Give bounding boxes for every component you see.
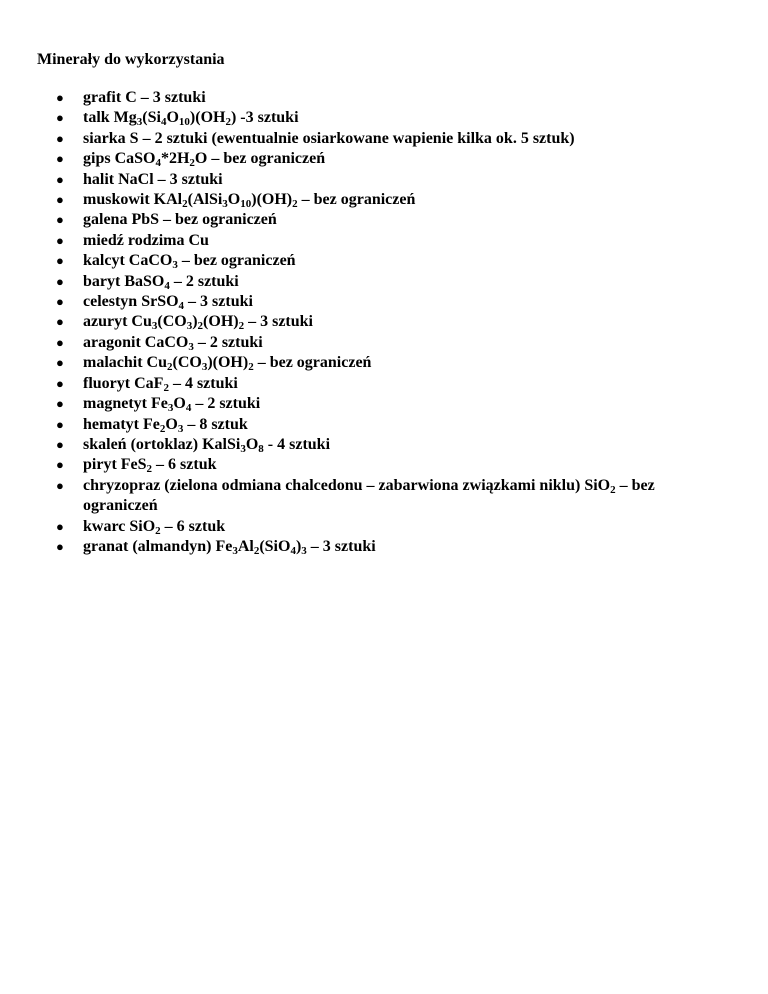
subscript: 3 bbox=[151, 320, 158, 333]
list-item bbox=[56, 231, 733, 251]
item-text: talk Mg bbox=[83, 109, 137, 127]
list-item bbox=[56, 272, 733, 292]
item-text: (Si bbox=[142, 109, 161, 127]
subscript: 4 bbox=[155, 157, 161, 170]
item-text: (CO bbox=[157, 313, 187, 331]
bullet-icon: ● bbox=[56, 334, 64, 350]
subscript: 4 bbox=[160, 116, 167, 129]
bullet-icon: ● bbox=[56, 538, 64, 554]
subscript: 8 bbox=[258, 442, 264, 455]
item-text: O bbox=[245, 435, 259, 453]
bullet-icon: ● bbox=[56, 375, 64, 391]
subscript: 2 bbox=[182, 198, 188, 211]
item-text: – 3 sztuki bbox=[306, 537, 376, 555]
item-text: (CO bbox=[172, 354, 202, 372]
item-text: O bbox=[165, 415, 178, 433]
bullet-icon: ● bbox=[56, 212, 64, 228]
bullet-icon: ● bbox=[56, 130, 64, 146]
item-text: O – bez ograniczeń bbox=[194, 150, 326, 168]
bullet-icon: ● bbox=[56, 90, 64, 105]
item-text: chryzopraz (zielona odmiana chalcedonu – zabarwiona związkami niklu) SiO bbox=[83, 476, 611, 494]
subscript: 3 bbox=[201, 361, 208, 374]
list-item bbox=[56, 476, 733, 517]
bullet-icon: ● bbox=[56, 416, 64, 432]
item-text: )(OH) bbox=[251, 191, 293, 209]
subscript: 2 bbox=[189, 157, 195, 170]
item-text: kwarc SiO bbox=[83, 517, 156, 535]
subscript: 2 bbox=[610, 483, 616, 496]
bullet-icon: ● bbox=[56, 436, 64, 452]
item-text: granat (almandyn) Fe bbox=[83, 537, 233, 555]
subscript: 10 bbox=[178, 116, 190, 129]
item-text: – bez ograniczeń bbox=[253, 354, 372, 372]
item-text: miedź rodzima Cu bbox=[83, 231, 209, 249]
list-item bbox=[56, 537, 733, 557]
subscript: 2 bbox=[163, 381, 169, 394]
subscript: 2 bbox=[248, 361, 254, 374]
subscript: 3 bbox=[232, 544, 238, 557]
bullet-icon: ● bbox=[56, 171, 64, 187]
item-text: Al bbox=[237, 537, 254, 555]
document-title: Minerały do wykorzystania bbox=[37, 51, 225, 68]
subscript: 4 bbox=[185, 402, 192, 415]
item-text: – 4 sztuki bbox=[168, 374, 238, 392]
item-text: – bez ograniczeń bbox=[297, 191, 416, 209]
bullet-icon: ● bbox=[56, 273, 64, 289]
item-text: )(OH) bbox=[207, 354, 249, 372]
item-text: ) bbox=[295, 537, 302, 555]
item-text: – bez ograniczeń bbox=[177, 252, 296, 270]
subscript: 4 bbox=[164, 279, 170, 292]
list-item bbox=[56, 108, 733, 129]
item-text: grafit C – 3 sztuki bbox=[83, 89, 206, 106]
list-item bbox=[56, 190, 733, 211]
item-text: – 2 sztuki bbox=[193, 333, 263, 351]
item-text: piryt FeS bbox=[83, 456, 147, 474]
item-text: – 3 sztuki bbox=[184, 293, 253, 311]
subscript: 2 bbox=[292, 198, 298, 211]
list-item bbox=[56, 333, 733, 353]
item-text: celestyn SrSO bbox=[83, 293, 179, 311]
bullet-icon: ● bbox=[56, 294, 64, 310]
item-text: siarka S – 2 sztuki (ewentualnie osiarkowane wapienie kilka ok. 5 sztuk) bbox=[83, 129, 575, 147]
subscript: 2 bbox=[238, 320, 245, 333]
list-item bbox=[56, 251, 733, 272]
item-text: – 2 sztuki bbox=[191, 395, 261, 413]
list-item bbox=[56, 312, 733, 333]
bullet-icon: ● bbox=[56, 253, 64, 269]
item-text: galena PbS – bez ograniczeń bbox=[83, 211, 277, 229]
item-text: *2H bbox=[160, 150, 190, 168]
item-text: - 4 sztuki bbox=[263, 435, 331, 453]
list-item bbox=[56, 415, 733, 435]
list-item bbox=[56, 394, 733, 415]
subscript: 3 bbox=[188, 340, 194, 353]
bullet-icon: ● bbox=[56, 355, 64, 371]
item-text: halit NaCl – 3 sztuki bbox=[83, 170, 223, 188]
item-text: (OH) bbox=[203, 313, 239, 331]
list-item bbox=[56, 435, 733, 455]
subscript: 3 bbox=[167, 402, 174, 415]
list-item bbox=[56, 210, 733, 230]
subscript: 2 bbox=[225, 116, 231, 129]
item-text: ) bbox=[192, 313, 198, 331]
item-text: – 3 sztuki bbox=[244, 313, 313, 331]
item-text: – 2 sztuki bbox=[169, 272, 239, 290]
bullet-icon: ● bbox=[56, 477, 64, 493]
item-text: O bbox=[227, 191, 241, 209]
subscript: 2 bbox=[197, 320, 204, 333]
subscript: 3 bbox=[172, 259, 178, 272]
item-text: malachit Cu bbox=[83, 354, 167, 372]
item-text: azuryt Cu bbox=[83, 313, 152, 331]
list-item bbox=[56, 517, 733, 537]
item-text: kalcyt CaCO bbox=[83, 252, 173, 270]
bullet-icon: ● bbox=[56, 396, 64, 412]
subscript: 10 bbox=[240, 198, 252, 211]
list-item bbox=[56, 374, 733, 394]
subscript: 2 bbox=[253, 544, 260, 557]
subscript: 3 bbox=[222, 198, 228, 211]
subscript: 2 bbox=[155, 524, 161, 537]
subscript: 2 bbox=[146, 463, 153, 476]
subscript: 3 bbox=[177, 422, 184, 435]
item-text: – 8 sztuk bbox=[183, 415, 248, 433]
item-text: (SiO bbox=[259, 537, 291, 555]
item-text: hematyt Fe bbox=[83, 415, 160, 433]
subscript: 3 bbox=[240, 442, 246, 455]
item-text: – 6 sztuk bbox=[152, 456, 217, 474]
subscript: 3 bbox=[186, 320, 193, 333]
list-item bbox=[56, 170, 733, 190]
bullet-icon: ● bbox=[56, 192, 64, 208]
item-text: O bbox=[173, 395, 186, 413]
item-text: gips CaSO bbox=[83, 150, 156, 168]
bullet-icon: ● bbox=[56, 110, 64, 126]
bullet-icon: ● bbox=[56, 457, 64, 473]
bullet-icon: ● bbox=[56, 151, 64, 167]
item-text: fluoryt CaF bbox=[83, 374, 164, 392]
subscript: 3 bbox=[136, 116, 143, 129]
bullet-icon: ● bbox=[56, 314, 64, 330]
bullet-icon: ● bbox=[56, 518, 64, 534]
subscript: 4 bbox=[290, 544, 296, 557]
subscript: 4 bbox=[178, 300, 185, 313]
bullet-icon: ● bbox=[56, 232, 64, 248]
item-text: )(OH bbox=[189, 109, 226, 127]
mineral-list bbox=[56, 88, 733, 557]
subscript: 2 bbox=[167, 361, 173, 374]
subscript: 3 bbox=[301, 544, 307, 557]
item-text: muskowit KAl bbox=[83, 191, 183, 209]
list-item bbox=[56, 292, 733, 313]
subscript: 2 bbox=[159, 422, 166, 435]
item-text: (AlSi bbox=[187, 191, 223, 209]
list-item bbox=[56, 353, 733, 374]
item-text: skaleń (ortoklaz) KalSi bbox=[83, 435, 241, 453]
item-text: magnetyt Fe bbox=[83, 395, 168, 413]
list-item bbox=[56, 88, 733, 108]
item-text: aragonit CaCO bbox=[83, 333, 189, 351]
item-text: – bez ograniczeń bbox=[83, 476, 655, 515]
item-text: ) -3 sztuki bbox=[230, 109, 299, 127]
list-item bbox=[56, 149, 733, 170]
list-item bbox=[56, 129, 733, 149]
item-text: O bbox=[166, 109, 179, 127]
item-text: – 6 sztuk bbox=[160, 517, 226, 535]
item-text: baryt BaSO bbox=[83, 272, 165, 290]
list-item bbox=[56, 455, 733, 476]
